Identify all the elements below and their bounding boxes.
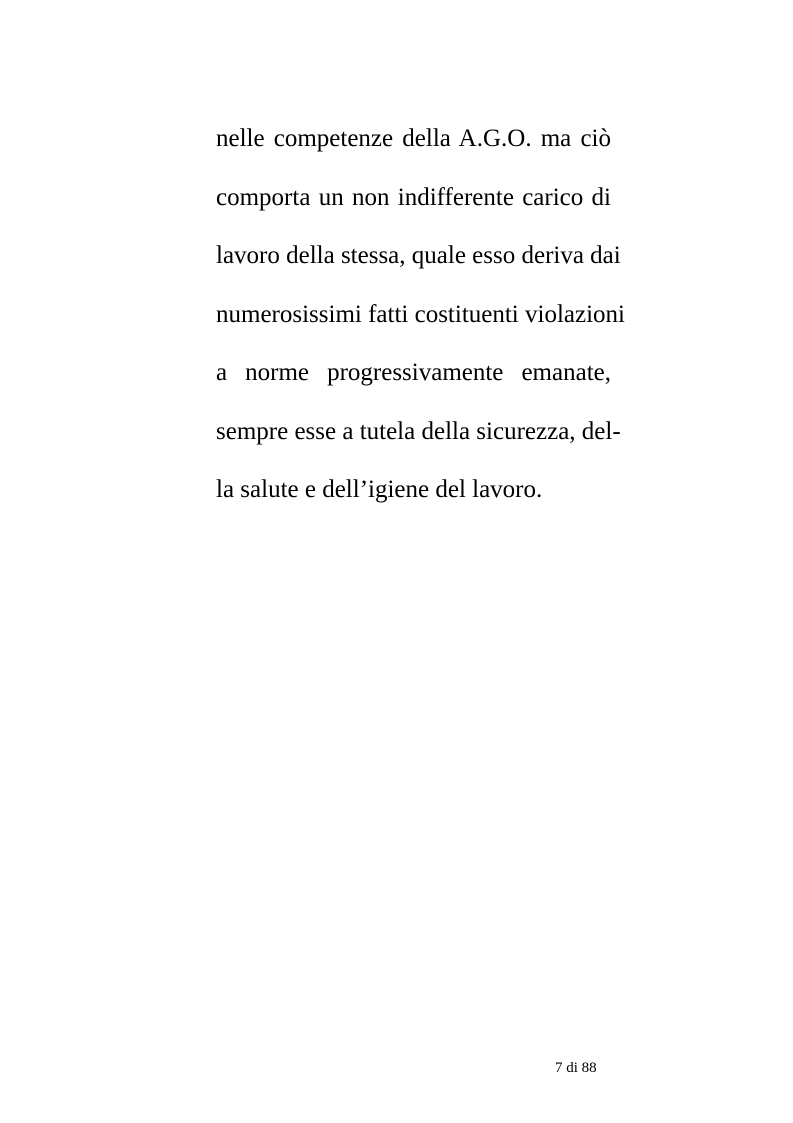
text-line: lavoro della stessa, quale esso deriva dai	[216, 242, 621, 269]
text-line: sempre esse a tutela della sicurezza, del-	[216, 417, 621, 445]
text-line: nelle competenze della A.G.O. ma ciò	[216, 125, 611, 152]
page-number: 7 di 88	[555, 1060, 597, 1076]
text-line: a norme progressivamente emanate,	[216, 359, 611, 386]
text-line: la salute e dell’igiene del lavoro.	[216, 476, 543, 503]
text-line: comporta un non indifferente carico di	[216, 183, 611, 211]
body-paragraph	[216, 110, 625, 520]
text-line: numerosissimi fatti costituenti violazioni	[216, 300, 625, 328]
